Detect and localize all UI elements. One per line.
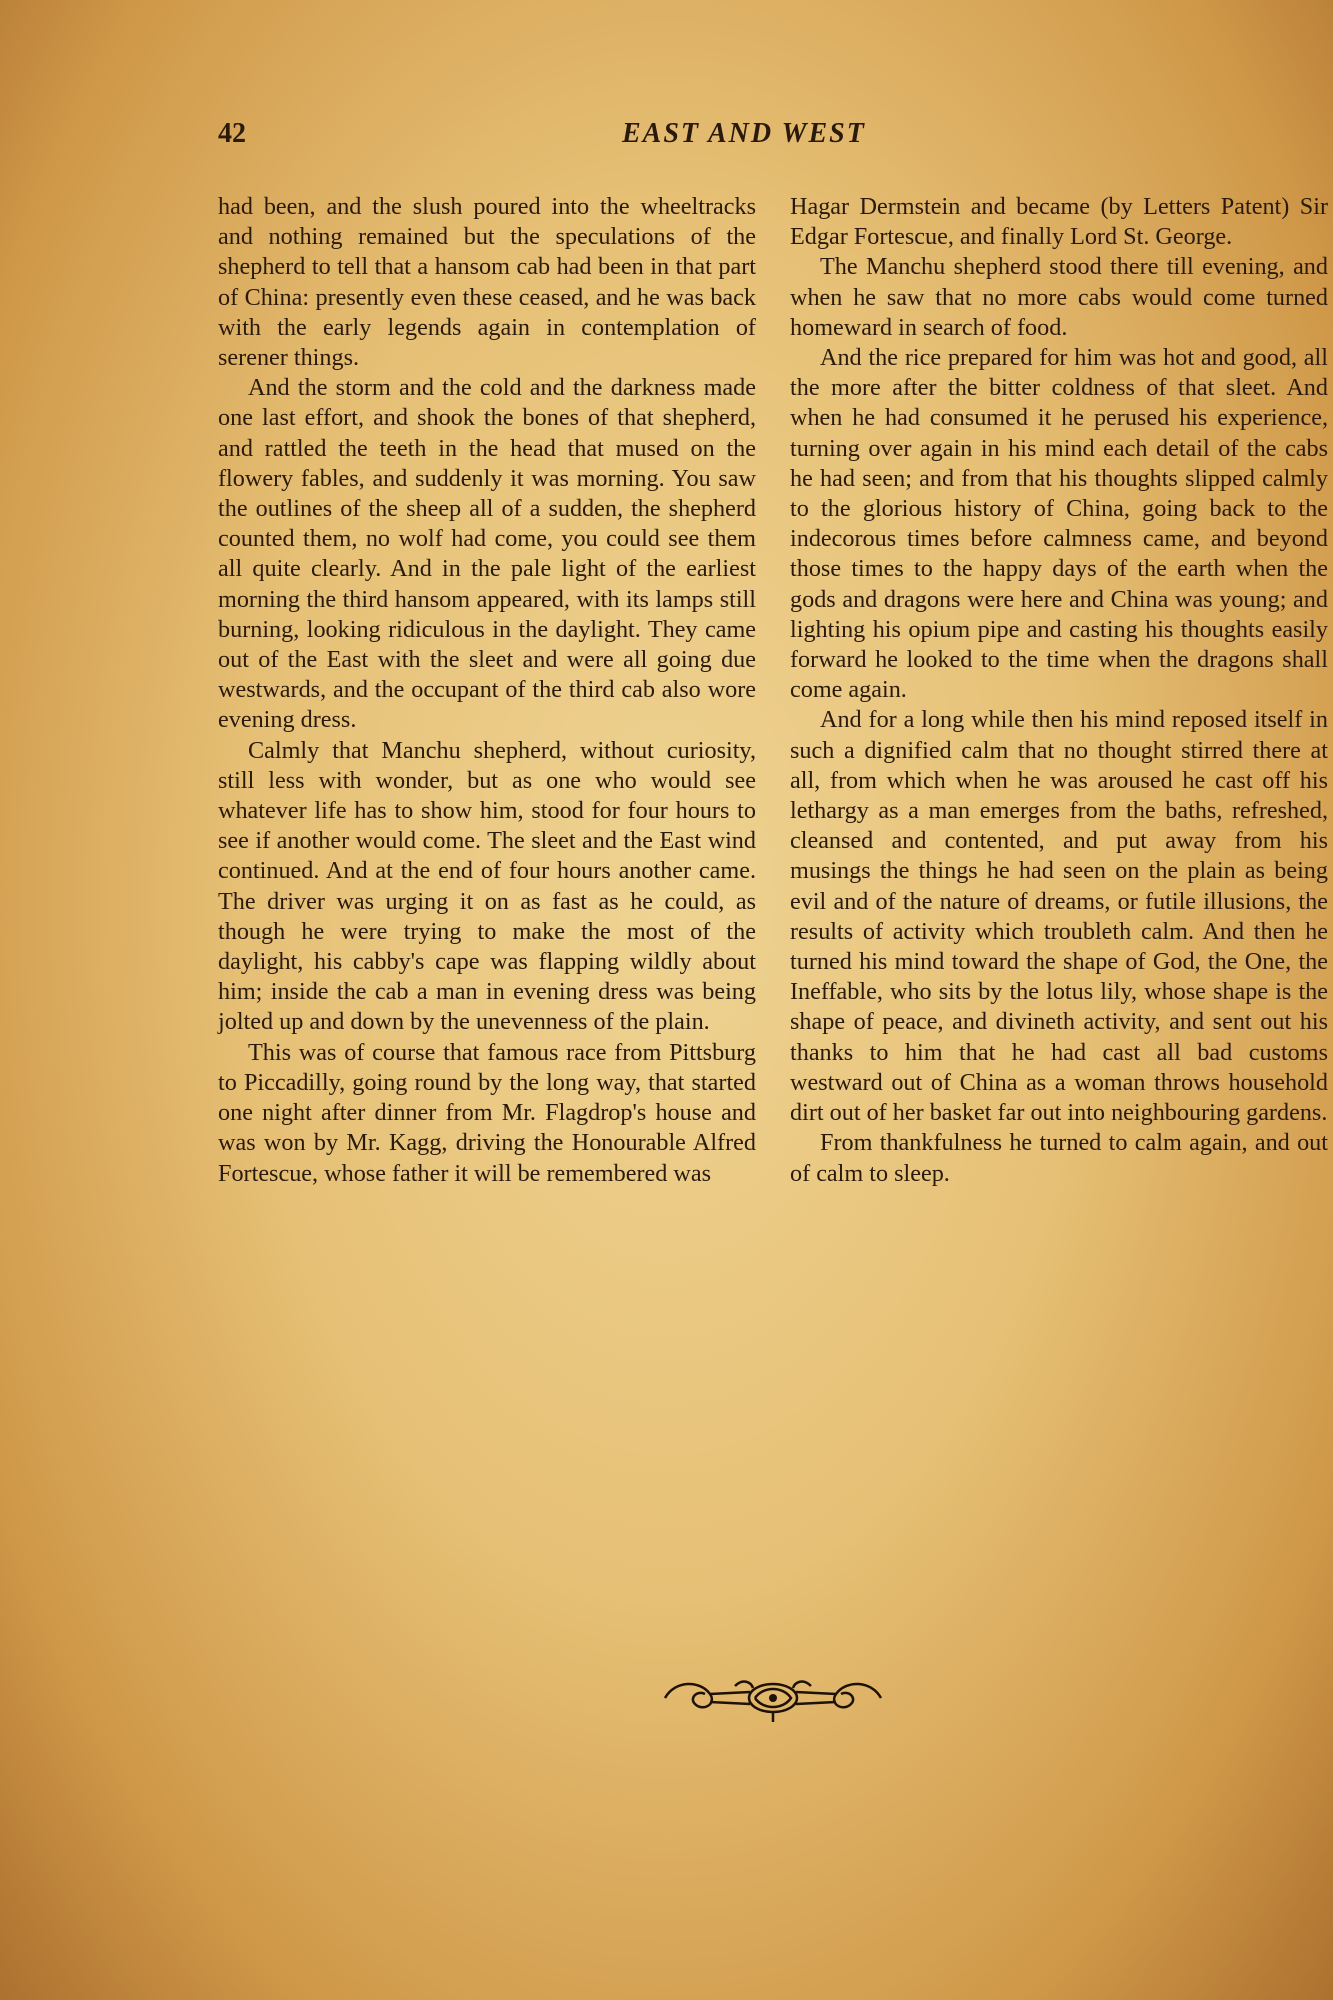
paragraph: From thankfulness he turned to calm again, and out of calm to sleep. [790,1129,1328,1187]
running-title: EAST AND WEST [622,118,866,149]
paragraph: had been, and the slush poured into the wheeltracks and nothing remained but the speculations of the shepherd to tell that a hansom cab had been in that part of China: presently even these ceased, and he was back with the early legends again in contemplation of serener things. [218,193,756,372]
decorative-tailpiece-icon [655,1668,891,1724]
paragraph: And the storm and the cold and the darkness made one last effort, and shook the bones of that shepherd, and rattled the teeth in the head that mused on the flowery fables, and suddenly it was morning. You saw the outlines of the sheep all of a sudden, the shepherd counted them, no wolf had come, you could see them all quite clearly. And in the pale light of the earliest morning the third hansom appeared, with its lamps still burning, looking ridiculous in the daylight. They came out of the East with the sleet and were all going due westwards, and the occupant of the third cab also wore evening dress. [218,374,756,734]
left-column [218,192,756,1189]
page-number: 42 [218,118,246,149]
paragraph: This was of course that famous race from Pittsburg to Piccadilly, going round by the long way, that started one night after dinner from Mr. Flagdrop's house and was won by Mr. Kagg, driving the Honourable Alfred Fortescue, whose father it will be remembered was [218,1038,756,1187]
page-header [218,118,1318,158]
paragraph: Calmly that Manchu shepherd, without curiosity, still less with wonder, but as one who would see whatever life has to show him, stood for four hours to see if another would come. The sleet and the East wind continued. And at the end of four hours another came. The driver was urging it on as fast as he could, as though he were trying to make the most of the daylight, his cabby's cape was flapping wildly about him; inside the cab a man in evening dress was being jolted up and down by the unevenness of the plain. [218,736,756,1036]
right-column [790,192,1328,1189]
paragraph: And the rice prepared for him was hot and good, all the more after the bitter coldness of that sleet. And when he had consumed it he perused his experience, turning over again in his mind each detail of the cabs he had seen; and from that his thoughts slipped calmly to the glorious history of China, going back to the indecorous times before calmness came, and beyond those times to the happy days of the earth when the gods and dragons were here and China was young; and lighting his opium pipe and casting his thoughts easily forward he looked to the time when the dragons shall come again. [790,344,1328,704]
paragraph: And for a long while then his mind reposed itself in such a dignified calm that no thought stirred there at all, from which when he was aroused he cast off his lethargy as a man emerges from the baths, refreshed, cleansed and contented, and put away from his musings the things he had seen on the plain as being evil and of the nature of dreams, or futile illusions, the results of activity which troubleth calm. And then he turned his mind toward the shape of God, the One, the Ineffable, who sits by the lotus lily, whose shape is the shape of peace, and divineth activity, and sent out his thanks to him that he had cast all bad customs westward out of China as a woman throws household dirt out of her basket far out into neighbouring gardens. [790,706,1328,1127]
paragraph: The Manchu shepherd stood there till evening, and when he saw that no more cabs would come turned homeward in search of food. [790,253,1328,341]
paragraph: Hagar Dermstein and became (by Letters Patent) Sir Edgar Fortescue, and finally Lord St. George. [790,193,1328,251]
